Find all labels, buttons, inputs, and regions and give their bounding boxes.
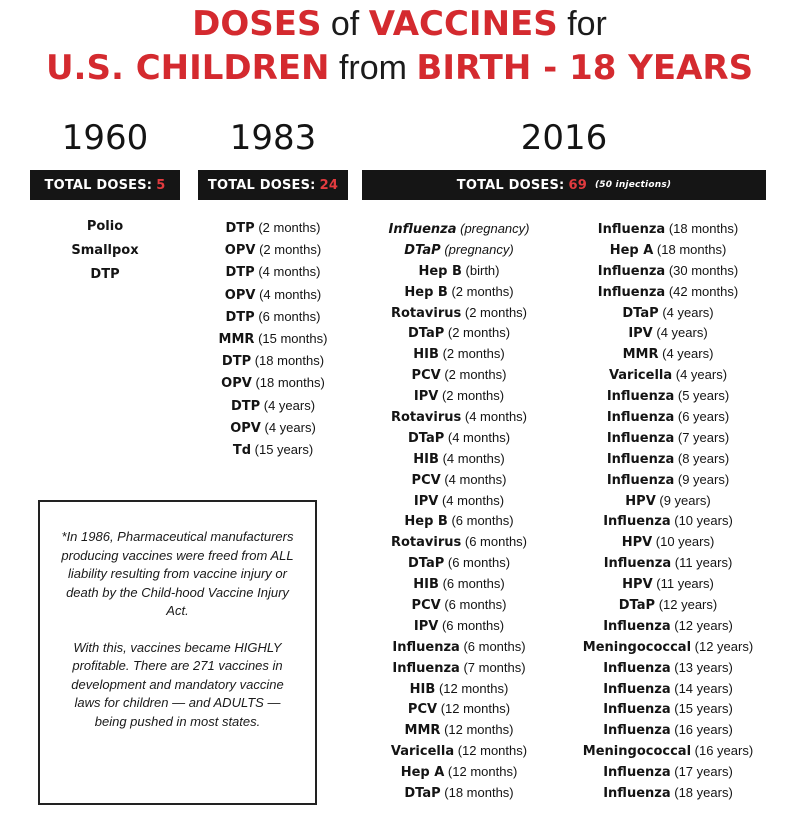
vaccine-age: (14 years): [674, 680, 733, 696]
list-item: [568, 595, 768, 616]
vaccine-age: (12 months): [440, 701, 511, 717]
vaccine-name: DTP: [225, 265, 255, 281]
vaccine-age: (birth): [465, 262, 500, 278]
list-item: [190, 439, 356, 461]
title-doses: DOSES: [192, 4, 322, 44]
vaccine-name: MMR: [622, 347, 659, 363]
total-doses-bar-1960: [30, 170, 180, 200]
list-item: [568, 303, 768, 324]
list-item: [364, 470, 554, 491]
list-item: [364, 741, 554, 762]
title-us-children: U.S. CHILDREN: [45, 48, 330, 88]
list-item: [568, 344, 768, 365]
list-item: [364, 574, 554, 595]
list-item: [364, 240, 554, 261]
vaccine-name: Hep B: [404, 284, 448, 300]
total-doses-count: 24: [319, 177, 339, 193]
vaccine-age: (6 months): [258, 308, 321, 324]
list-item: [568, 532, 768, 553]
list-item: [568, 720, 768, 741]
vaccine-age: (12 years): [694, 638, 754, 654]
vaccine-name: OPV: [224, 243, 256, 259]
list-item: [364, 282, 554, 303]
vaccine-age: (pregnancy): [444, 241, 514, 257]
list-item: [568, 491, 768, 512]
vaccine-age: (2 months): [444, 367, 507, 383]
list-item: [364, 491, 554, 512]
vaccine-name: Hep B: [404, 514, 448, 530]
vaccine-age: (17 years): [674, 764, 733, 780]
vaccine-name: MMR: [218, 331, 255, 347]
vaccine-age: (42 months): [668, 283, 739, 299]
vaccine-name: DTP: [225, 221, 255, 236]
vaccine-name: DTaP: [622, 305, 659, 321]
vaccine-name: Hep A: [400, 765, 445, 781]
vaccine-name: DTaP: [407, 430, 445, 446]
list-item: [364, 762, 554, 783]
list-item: [364, 637, 554, 658]
vaccine-name: DTP: [230, 398, 261, 414]
list-item: [568, 386, 768, 407]
vaccine-age: (12 months): [447, 764, 518, 780]
vaccine-name: Influenza: [603, 681, 671, 697]
vaccine-name: Influenza: [606, 410, 675, 426]
list-item: [190, 217, 356, 239]
vaccine-name: Rotavirus: [390, 410, 462, 426]
title-line-1: [0, 4, 799, 44]
vaccine-age: (12 months): [438, 680, 509, 696]
list-item: [190, 261, 356, 283]
vaccine-name: Influenza: [597, 263, 666, 279]
vaccine-age: (18 months): [254, 353, 325, 369]
vaccine-age: (30 months): [668, 262, 739, 278]
vaccine-list-2016-left: [364, 219, 554, 804]
list-item: [568, 741, 768, 762]
vaccine-age: (4 years): [264, 419, 316, 435]
list-item: [568, 658, 768, 679]
vaccine-age: (4 months): [444, 471, 507, 487]
vaccine-age: (4 months): [442, 450, 505, 466]
year-1960-heading: 1960: [61, 118, 149, 158]
list-item: [568, 407, 768, 428]
vaccine-name: Influenza: [597, 284, 666, 300]
vaccine-age: (2 months): [258, 220, 321, 235]
vaccine-name: DTaP: [407, 326, 445, 342]
list-item: [190, 306, 356, 328]
vaccine-age: (4 years): [656, 325, 708, 341]
vaccine-name: Influenza: [388, 222, 457, 237]
list-item: [364, 386, 554, 407]
vaccine-age: (6 months): [451, 513, 514, 529]
vaccine-name: HPV: [622, 577, 653, 593]
list-item: [30, 238, 180, 262]
vaccine-name: Influenza: [606, 389, 675, 405]
list-item: [568, 219, 768, 240]
vaccine-name: Smallpox: [71, 243, 139, 258]
vaccine-age: (13 years): [674, 659, 733, 675]
list-item: [364, 303, 554, 324]
vaccine-age: (6 months): [441, 617, 505, 633]
vaccine-name: Rotavirus: [390, 535, 462, 551]
list-item: [568, 261, 768, 282]
vaccine-name: Influenza: [603, 514, 671, 530]
vaccine-name: Influenza: [603, 723, 671, 739]
total-doses-label: TOTAL DOSES:: [44, 177, 153, 193]
vaccine-age: (2 months): [441, 388, 505, 404]
vaccine-age: (15 months): [258, 330, 328, 346]
vaccine-name: Influenza: [597, 222, 666, 237]
vaccine-age: (6 months): [444, 597, 507, 613]
vaccine-age: (4 months): [447, 429, 511, 445]
vaccine-name: PCV: [407, 702, 438, 718]
vaccine-name: DTaP: [407, 556, 445, 572]
list-item: [190, 417, 356, 439]
vaccine-name: DTP: [225, 309, 255, 325]
list-item: [364, 219, 554, 240]
vaccine-name: OPV: [221, 376, 252, 392]
list-item: [364, 658, 554, 679]
list-item: [190, 239, 356, 261]
vaccine-name: Varicella: [390, 744, 455, 760]
year-1983-heading: 1983: [229, 118, 317, 158]
vaccine-age: (6 months): [464, 534, 528, 550]
list-item: [364, 532, 554, 553]
list-item: [568, 449, 768, 470]
vaccine-age: (5 years): [677, 388, 730, 404]
vaccine-age: (4 years): [263, 397, 316, 413]
vaccine-name: HIB: [413, 451, 439, 467]
vaccine-name: DTaP: [404, 786, 441, 802]
vaccine-age: (6 months): [442, 576, 505, 592]
list-item: [568, 428, 768, 449]
vaccine-age: (4 months): [258, 264, 321, 280]
vaccine-name: Polio: [86, 219, 124, 234]
list-item: [568, 699, 768, 720]
vaccine-name: Influenza: [606, 430, 675, 446]
total-doses-bar-2016: [362, 170, 766, 200]
list-item: [190, 395, 356, 417]
vaccine-name: Influenza: [606, 472, 675, 488]
vaccine-name: Influenza: [603, 618, 671, 634]
list-item: [568, 240, 768, 261]
note-paragraph-1: *In 1986, Pharmaceutical manufacturers producing vaccines were freed from ALL liability resulting from vaccine injury or death by the Child-hood Vaccine Injury Act.: [61, 529, 294, 618]
vaccine-name: HPV: [625, 493, 656, 509]
vaccine-age: (12 years): [674, 617, 733, 633]
list-item: [568, 783, 768, 804]
vaccine-name: Influenza: [603, 786, 671, 802]
list-item: [364, 679, 554, 700]
vaccine-age: (2 months): [447, 325, 511, 341]
list-item: [568, 365, 768, 386]
list-item: [190, 328, 356, 350]
total-doses-label: TOTAL DOSES:: [456, 177, 565, 193]
list-item: [364, 553, 554, 574]
vaccine-age: (15 years): [674, 701, 733, 717]
vaccine-name: Influenza: [606, 451, 675, 467]
list-item: [364, 365, 554, 386]
vaccine-name: DTP: [221, 354, 252, 370]
vaccine-age: (15 years): [254, 441, 314, 457]
list-item: [568, 616, 768, 637]
vaccine-name: Influenza: [603, 702, 671, 718]
list-item: [364, 407, 554, 428]
liability-note-box: [38, 500, 317, 805]
vaccine-age: (2 months): [464, 304, 528, 320]
vaccine-name: Influenza: [603, 660, 671, 676]
vaccine-name: PCV: [411, 598, 441, 614]
vaccine-age: (6 months): [447, 555, 511, 571]
vaccine-age: (7 months): [463, 659, 526, 675]
vaccine-name: Influenza: [392, 660, 460, 676]
vaccine-list-1983: [190, 217, 356, 461]
year-2016-heading: 2016: [520, 118, 608, 158]
vaccine-name: DTaP: [404, 242, 441, 258]
list-item: [364, 449, 554, 470]
vaccine-age: (pregnancy): [460, 221, 530, 236]
vaccine-name: Meningococcal: [582, 639, 692, 655]
list-item: [364, 783, 554, 804]
vaccine-age: (10 years): [674, 513, 733, 529]
vaccine-age: (4 years): [675, 367, 728, 383]
total-doses-bar-1983: [198, 170, 348, 200]
vaccine-age: (18 months): [255, 375, 325, 391]
list-item: [30, 214, 180, 238]
list-item: [568, 762, 768, 783]
vaccine-name: DTaP: [618, 598, 656, 614]
list-item: [568, 679, 768, 700]
vaccine-name: IPV: [413, 493, 439, 509]
list-item: [364, 720, 554, 741]
vaccine-age: (4 months): [464, 409, 528, 425]
title-vaccines: VACCINES: [368, 4, 558, 44]
list-item: [364, 344, 554, 365]
vaccine-age: (12 months): [444, 722, 514, 738]
vaccine-list-2016-right: [568, 219, 768, 804]
vaccine-name: HIB: [413, 347, 439, 363]
note-paragraph-2: With this, vaccines became HIGHLY profitable. There are 271 vaccines in development and mandatory vaccine laws for children — and ADULTS — being pushed in most states.: [71, 639, 284, 729]
vaccine-name: IPV: [413, 618, 439, 634]
vaccine-name: Td: [232, 442, 252, 458]
list-item: [568, 470, 768, 491]
title-line-2: [0, 48, 799, 88]
vaccine-age: (18 months): [444, 785, 514, 801]
title-from: from: [329, 49, 417, 87]
vaccine-age: (2 months): [442, 346, 505, 362]
total-doses-label: TOTAL DOSES:: [207, 177, 316, 193]
list-item: [190, 350, 356, 372]
vaccine-name: HIB: [409, 681, 436, 697]
list-item: [568, 511, 768, 532]
list-item: [568, 323, 768, 344]
vaccine-age: (6 years): [677, 409, 730, 425]
vaccine-name: OPV: [224, 287, 256, 303]
list-item: [568, 553, 768, 574]
vaccine-name: Rotavirus: [390, 305, 462, 321]
list-item: [568, 282, 768, 303]
vaccine-list-1960: [30, 214, 180, 286]
list-item: [364, 428, 554, 449]
list-item: [568, 574, 768, 595]
vaccine-name: IPV: [413, 389, 439, 405]
title-for: for: [557, 5, 607, 43]
list-item: [364, 323, 554, 344]
vaccine-name: PCV: [411, 472, 441, 488]
title-of: of: [321, 5, 369, 43]
total-injections-note: (50 injections): [594, 180, 672, 190]
list-item: [364, 261, 554, 282]
vaccine-age: (9 years): [677, 471, 730, 487]
vaccine-name: Influenza: [603, 765, 671, 781]
page-title: [0, 4, 799, 88]
vaccine-name: HPV: [621, 535, 653, 551]
title-birth-18: BIRTH - 18 YEARS: [416, 48, 754, 88]
vaccine-name: Meningococcal: [582, 744, 692, 760]
vaccine-age: (9 years): [659, 492, 711, 508]
vaccine-name: DTP: [90, 267, 120, 282]
list-item: [364, 511, 554, 532]
vaccine-age: (4 years): [662, 304, 714, 320]
vaccine-age: (18 years): [674, 785, 733, 801]
list-item: [364, 699, 554, 720]
vaccine-name: Hep B: [418, 263, 462, 279]
vaccine-age: (8 years): [677, 450, 730, 466]
vaccine-age: (18 months): [668, 221, 739, 236]
list-item: [364, 616, 554, 637]
vaccine-age: (7 years): [677, 429, 730, 445]
list-item: [30, 262, 180, 286]
vaccine-age: (11 years): [656, 576, 714, 592]
vaccine-age: (10 years): [655, 534, 715, 550]
vaccine-age: (2 months): [451, 283, 514, 299]
vaccine-age: (16 years): [674, 722, 733, 738]
vaccine-name: Varicella: [608, 368, 673, 384]
vaccine-name: MMR: [404, 723, 441, 739]
list-item: [568, 637, 768, 658]
vaccine-age: (12 months): [457, 743, 528, 759]
vaccine-age: (11 years): [674, 555, 733, 571]
vaccine-age: (4 years): [662, 346, 714, 362]
vaccine-age: (2 months): [259, 242, 322, 258]
total-doses-count: 69: [568, 177, 587, 193]
vaccine-age: (16 years): [694, 743, 754, 759]
list-item: [190, 284, 356, 306]
vaccine-name: PCV: [411, 368, 441, 384]
vaccine-age: (4 months): [259, 286, 322, 302]
vaccine-name: HIB: [413, 577, 439, 593]
vaccine-name: Influenza: [392, 639, 460, 655]
vaccine-name: Hep A: [609, 242, 654, 258]
vaccine-name: OPV: [230, 420, 261, 436]
vaccine-name: Influenza: [603, 556, 672, 572]
list-item: [190, 372, 356, 394]
vaccine-age: (4 months): [441, 492, 505, 508]
vaccine-name: IPV: [628, 326, 653, 342]
total-doses-count: 5: [156, 177, 166, 193]
vaccine-age: (12 years): [658, 597, 718, 613]
vaccine-age: (18 months): [656, 241, 727, 257]
vaccine-age: (6 months): [463, 638, 526, 654]
list-item: [364, 595, 554, 616]
